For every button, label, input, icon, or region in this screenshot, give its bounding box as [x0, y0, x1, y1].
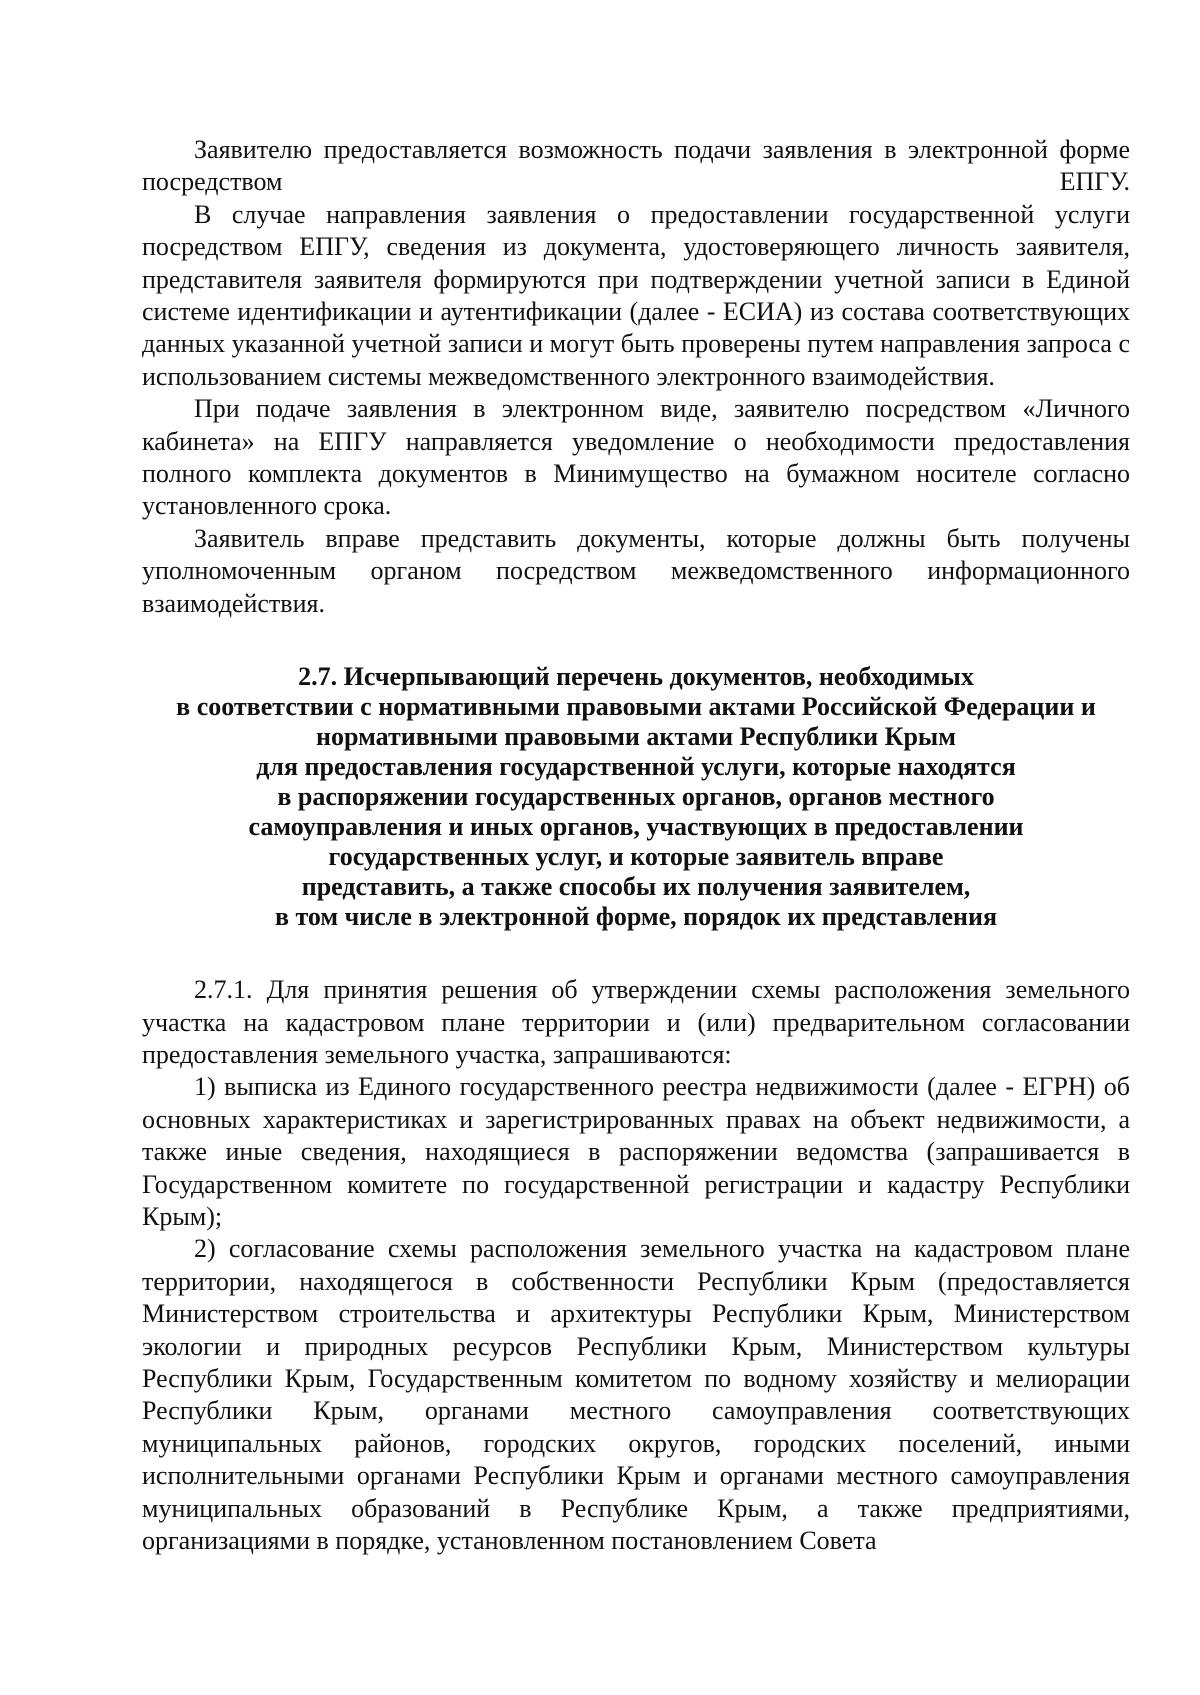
heading-line: для предоставления государственной услуги, которые находятся [256, 752, 1016, 782]
paragraph-esia-identity: В случае направления заявления о предоставлении государственной услуги посредством ЕПГУ, сведения из документа, удостоверяющего личность заявителя, представителя заявителя формируются при подтверждении учетной записи в Единой системе идентификации и аутентификации (далее - ЕСИА) из состава соответствующих данных указанной учетной записи и могут быть проверены путем направления запроса с использованием системы межведомственного электронного взаимодействия. [142, 199, 1130, 391]
section-heading-2-7 [142, 662, 1130, 932]
paragraph-2-7-1: 2.7.1. Для принятия решения об утверждении схемы расположения земельного участка на кадастровом плане территории и (или) предварительном согласовании предоставления земельного участка, запрашиваются: [142, 975, 1130, 1069]
heading-line: представить, а также способы их получения заявителем, [301, 872, 971, 902]
heading-line: в распоряжении государственных органов, органов местного [277, 782, 995, 812]
spacer [142, 932, 1130, 974]
paragraph-personal-cabinet: При подаче заявления в электронном виде, заявителю посредством «Личного кабинета» на ЕПГУ направляется уведомление о необходимости предоставления полного комплекта документов в Минимущество на бумажном носителе согласно установленного срока. [142, 394, 1130, 521]
paragraph-applicant-right: Заявитель вправе представить документы, которые должны быть получены уполномоченным органом посредством межведомственного информационного взаимодействия. [142, 523, 1130, 618]
spacer [142, 620, 1130, 662]
heading-line: нормативными правовыми актами Республики Крым [316, 722, 956, 752]
heading-line: в том числе в электронной форме, порядок их представления [274, 902, 998, 932]
list-item-egrn-extract: 1) выписка из Единого государственного реестра недвижимости (далее - ЕГРН) об основных характеристиках и зарегистрированных правах на объект недвижимости, а также иные сведения, находящиеся в распоряжении ведомства (запрашивается в Государственном комитете по государственной регистрации и кадастру Республики Крым); [142, 1072, 1130, 1231]
heading-line: самоуправления и иных органов, участвующих в предоставлении [248, 812, 1024, 842]
heading-line: 2.7. Исчерпывающий перечень документов, необходимых [298, 662, 974, 692]
paragraph-epgu-possibility: Заявителю предоставляется возможность подачи заявления в электронной форме посредством ЕПГУ. [142, 135, 1130, 197]
heading-line: в соответствии с нормативными правовыми актами Российской Федерации и [176, 692, 1096, 722]
heading-line: государственных услуг, и которые заявитель вправе [328, 842, 944, 872]
list-item-scheme-approval: 2) согласование схемы расположения земельного участка на кадастровом плане территории, находящегося в собственности Республики Крым (предоставляется Министерством строительства и архитектуры Республики Крым, Министерством экологии и природных ресурсов Республики Крым, Министерством культуры Республики Крым, Государственным комитетом по водному хозяйству и мелиорации Республики Крым, органами местного самоуправления соответствующих муниципальных районов, городских округов, городских поселений, иными исполнительными органами Республики Крым и органами местного самоуправления муниципальных образований в Республике Крым, а также предприятиями, организациями в порядке, установленном постановлением Совета [142, 1234, 1130, 1555]
